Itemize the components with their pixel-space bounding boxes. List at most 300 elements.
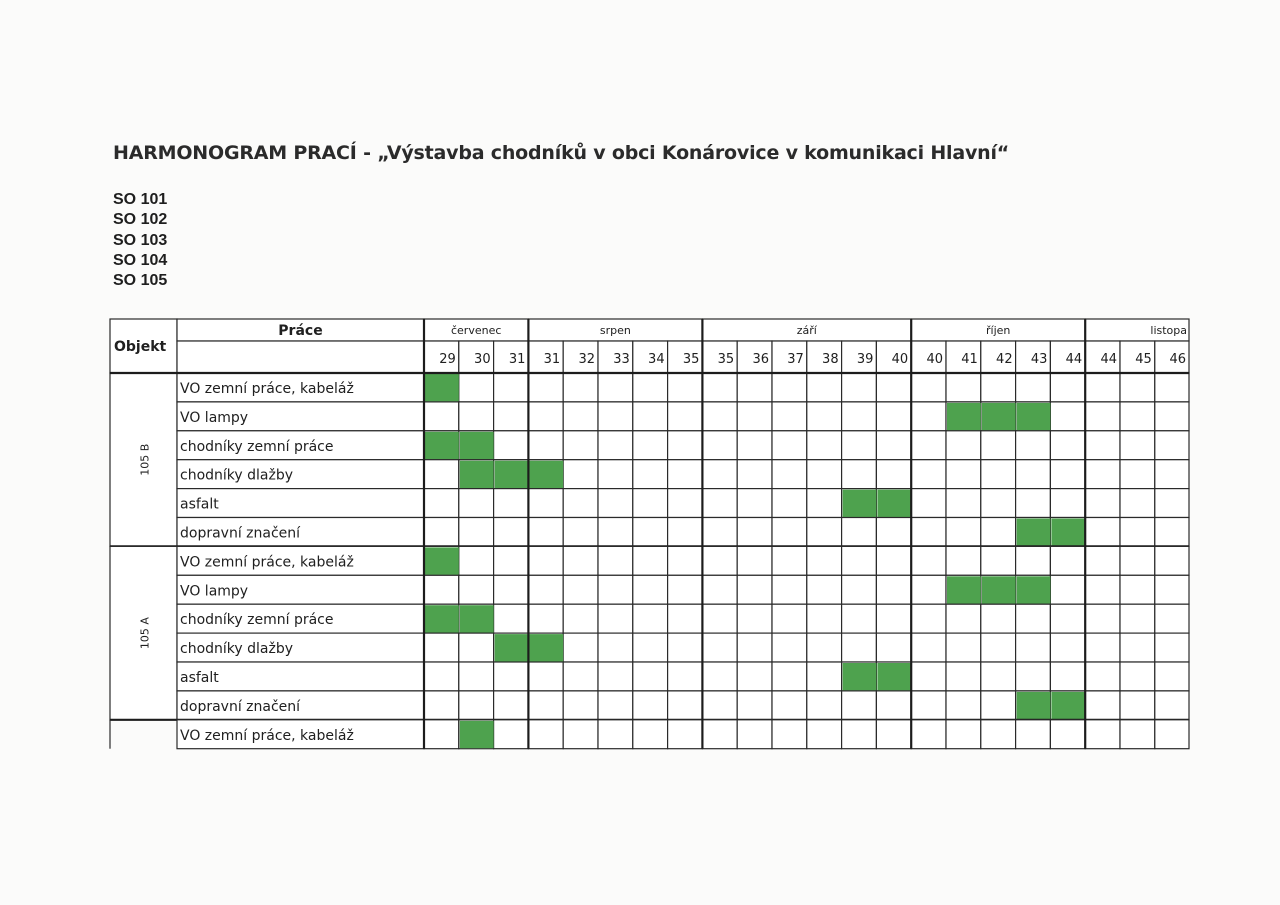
gantt-bar <box>1017 403 1051 430</box>
schedule-cell <box>702 720 737 749</box>
schedule-cell <box>876 575 911 604</box>
schedule-cell <box>668 662 703 691</box>
schedule-cell <box>702 489 737 518</box>
schedule-cell <box>737 373 772 402</box>
schedule-cell <box>668 691 703 720</box>
schedule-cell <box>1085 460 1120 489</box>
schedule-cell <box>459 691 494 720</box>
schedule-cell <box>1120 460 1155 489</box>
schedule-cell <box>1155 575 1189 604</box>
schedule-cell <box>1120 402 1155 431</box>
schedule-cell <box>1050 460 1085 489</box>
schedule-cell <box>1085 662 1120 691</box>
schedule-cell <box>772 575 807 604</box>
month-label: červenec <box>450 324 502 337</box>
task-label: chodníky dlažby <box>180 641 294 658</box>
schedule-cell <box>1120 546 1155 575</box>
schedule-cell <box>424 489 459 518</box>
schedule-cell <box>528 575 563 604</box>
gantt-bar <box>425 374 459 401</box>
schedule-cell <box>1050 604 1085 633</box>
schedule-cell <box>668 575 703 604</box>
schedule-cell <box>807 518 842 547</box>
schedule-cell <box>842 691 877 720</box>
schedule-cell <box>563 575 598 604</box>
schedule-cell <box>1120 720 1155 749</box>
gantt-bar <box>529 461 563 488</box>
schedule-cell <box>563 431 598 460</box>
schedule-cell <box>981 633 1016 662</box>
schedule-cell <box>668 489 703 518</box>
schedule-cell <box>668 373 703 402</box>
schedule-cell <box>946 691 981 720</box>
schedule-cell <box>1120 604 1155 633</box>
schedule-cell <box>911 662 946 691</box>
schedule-cell <box>424 633 459 662</box>
schedule-cell <box>842 575 877 604</box>
schedule-cell <box>807 373 842 402</box>
schedule-cell <box>668 546 703 575</box>
schedule-cell <box>772 489 807 518</box>
week-label: 42 <box>996 352 1013 367</box>
schedule-cell <box>876 604 911 633</box>
gantt-bar <box>460 721 494 748</box>
schedule-cell <box>702 633 737 662</box>
schedule-cell <box>702 691 737 720</box>
schedule-cell <box>598 633 633 662</box>
schedule-cell <box>1085 604 1120 633</box>
schedule-cell <box>911 402 946 431</box>
schedule-cell <box>459 489 494 518</box>
schedule-cell <box>1155 460 1189 489</box>
schedule-cell <box>981 546 1016 575</box>
schedule-cell <box>737 489 772 518</box>
schedule-cell <box>424 720 459 749</box>
schedule-cell <box>981 604 1016 633</box>
schedule-cell <box>876 518 911 547</box>
schedule-cell <box>737 431 772 460</box>
schedule-cell <box>1050 575 1085 604</box>
schedule-cell <box>563 460 598 489</box>
header-prace-blank-cell <box>177 341 424 373</box>
schedule-cell <box>1155 691 1189 720</box>
month-label: srpen <box>599 324 631 337</box>
month-label: říjen <box>986 324 1011 337</box>
schedule-cell <box>702 604 737 633</box>
task-label: VO lampy <box>180 409 249 426</box>
schedule-cell <box>598 402 633 431</box>
gantt-bar <box>460 432 494 459</box>
schedule-cell <box>598 575 633 604</box>
schedule-cell <box>772 402 807 431</box>
schedule-cell <box>494 518 529 547</box>
gantt-bar <box>460 605 494 632</box>
schedule-cell <box>876 460 911 489</box>
schedule-cell <box>737 604 772 633</box>
schedule-cell <box>876 720 911 749</box>
schedule-cell <box>598 720 633 749</box>
schedule-cell <box>1016 633 1051 662</box>
schedule-cell <box>1155 518 1189 547</box>
schedule-cell <box>1155 431 1189 460</box>
schedule-cell <box>528 518 563 547</box>
schedule-cell <box>1050 373 1085 402</box>
objekt-label: 105 A <box>138 617 152 650</box>
schedule-cell <box>807 662 842 691</box>
schedule-cell <box>633 431 668 460</box>
schedule-cell <box>772 373 807 402</box>
schedule-cell <box>633 633 668 662</box>
week-label: 46 <box>1169 352 1186 367</box>
schedule-cell <box>1155 720 1189 749</box>
schedule-cell <box>1120 431 1155 460</box>
schedule-cell <box>1085 575 1120 604</box>
schedule-cell <box>807 431 842 460</box>
schedule-cell <box>946 546 981 575</box>
schedule-cell <box>459 373 494 402</box>
schedule-cell <box>528 662 563 691</box>
schedule-cell <box>459 633 494 662</box>
schedule-cell <box>1155 489 1189 518</box>
schedule-cell <box>772 662 807 691</box>
schedule-cell <box>633 460 668 489</box>
schedule-cell <box>668 604 703 633</box>
schedule-cell <box>494 431 529 460</box>
gantt-bar <box>843 490 877 517</box>
schedule-cell <box>702 431 737 460</box>
schedule-cell <box>633 662 668 691</box>
schedule-cell <box>876 431 911 460</box>
schedule-cell <box>911 518 946 547</box>
schedule-cell <box>842 373 877 402</box>
so-item: SO 102 <box>113 211 168 229</box>
schedule-cell <box>737 402 772 431</box>
schedule-cell <box>1120 373 1155 402</box>
schedule-cell <box>737 720 772 749</box>
schedule-cell <box>1155 373 1189 402</box>
schedule-cell <box>563 402 598 431</box>
schedule-cell <box>668 460 703 489</box>
schedule-cell <box>563 373 598 402</box>
schedule-cell <box>563 633 598 662</box>
schedule-cell <box>981 720 1016 749</box>
task-label: VO zemní práce, kabeláž <box>180 727 354 744</box>
schedule-cell <box>1085 691 1120 720</box>
schedule-cell <box>528 546 563 575</box>
schedule-cell <box>1085 373 1120 402</box>
schedule-cell <box>842 633 877 662</box>
schedule-cell <box>1085 633 1120 662</box>
gantt-bar <box>425 432 459 459</box>
schedule-cell <box>946 489 981 518</box>
schedule-cell <box>772 691 807 720</box>
so-item: SO 101 <box>113 191 168 208</box>
schedule-cell <box>598 489 633 518</box>
schedule-cell <box>598 373 633 402</box>
schedule-cell <box>563 691 598 720</box>
schedule-cell <box>946 633 981 662</box>
schedule-cell <box>1016 373 1051 402</box>
so-item: SO 103 <box>113 231 168 249</box>
schedule-cell <box>946 662 981 691</box>
schedule-cell <box>598 431 633 460</box>
schedule-cell <box>842 460 877 489</box>
schedule-cell <box>424 691 459 720</box>
week-label: 43 <box>1030 352 1048 367</box>
schedule-cell <box>563 518 598 547</box>
task-label: asfalt <box>180 496 219 513</box>
week-label: 44 <box>1065 352 1083 367</box>
task-label: VO lampy <box>180 583 249 600</box>
schedule-cell <box>668 518 703 547</box>
schedule-cell <box>633 604 668 633</box>
schedule-cell <box>772 720 807 749</box>
gantt-bar <box>982 576 1016 603</box>
schedule-cell <box>1050 633 1085 662</box>
task-label: VO zemní práce, kabeláž <box>180 381 354 397</box>
schedule-cell <box>702 402 737 431</box>
gantt-bar <box>460 461 494 488</box>
schedule-cell <box>737 691 772 720</box>
schedule-cell <box>807 691 842 720</box>
schedule-cell <box>494 575 529 604</box>
schedule-cell <box>876 402 911 431</box>
schedule-cell <box>807 460 842 489</box>
gantt-bar <box>877 663 911 690</box>
schedule-cell <box>981 518 1016 547</box>
schedule-cell <box>459 402 494 431</box>
schedule-cell <box>528 604 563 633</box>
schedule-cell <box>1085 546 1120 575</box>
gantt-bar <box>1017 692 1051 719</box>
schedule-cell <box>1016 489 1051 518</box>
schedule-cell <box>1085 402 1120 431</box>
schedule-cell <box>946 460 981 489</box>
schedule-cell <box>737 460 772 489</box>
gantt-bar <box>1017 519 1051 546</box>
schedule-cell <box>911 691 946 720</box>
schedule-cell <box>633 373 668 402</box>
schedule-cell <box>494 489 529 518</box>
schedule-cell <box>946 431 981 460</box>
schedule-cell <box>911 546 946 575</box>
objekt-label: 105 B <box>138 443 152 476</box>
schedule-cell <box>772 518 807 547</box>
gantt-bar <box>877 490 911 517</box>
schedule-cell <box>668 431 703 460</box>
schedule-cell <box>598 604 633 633</box>
schedule-cell <box>737 575 772 604</box>
schedule-cell <box>981 662 1016 691</box>
gantt-bar <box>843 663 877 690</box>
schedule-cell <box>807 633 842 662</box>
gantt-bar <box>1017 576 1051 603</box>
schedule-cell <box>494 546 529 575</box>
week-label: 36 <box>752 352 769 367</box>
schedule-cell <box>702 518 737 547</box>
schedule-cell <box>1016 720 1051 749</box>
gantt-bar <box>425 605 459 632</box>
schedule-cell <box>1016 604 1051 633</box>
task-label: dopravní značení <box>180 525 301 542</box>
schedule-cell <box>494 373 529 402</box>
schedule-cell <box>1120 662 1155 691</box>
schedule-cell <box>1050 402 1085 431</box>
gantt-bar <box>495 461 529 488</box>
schedule-cell <box>1085 489 1120 518</box>
schedule-cell <box>1016 431 1051 460</box>
week-label: 41 <box>961 352 978 367</box>
schedule-cell <box>1085 518 1120 547</box>
schedule-cell <box>842 546 877 575</box>
schedule-cell <box>459 575 494 604</box>
schedule-cell <box>1016 546 1051 575</box>
schedule-cell <box>946 373 981 402</box>
schedule-cell <box>876 633 911 662</box>
schedule-cell <box>702 575 737 604</box>
schedule-cell <box>807 575 842 604</box>
schedule-cell <box>876 546 911 575</box>
schedule-cell <box>633 402 668 431</box>
schedule-cell <box>946 604 981 633</box>
gantt-bar <box>529 634 563 661</box>
schedule-cell <box>702 546 737 575</box>
schedule-cell <box>1016 460 1051 489</box>
schedule-cell <box>633 546 668 575</box>
schedule-cell <box>981 489 1016 518</box>
schedule-cell <box>563 720 598 749</box>
schedule-cell <box>1085 431 1120 460</box>
schedule-cell <box>981 691 1016 720</box>
schedule-cell <box>1085 720 1120 749</box>
schedule-cell <box>563 604 598 633</box>
task-label: chodníky zemní práce <box>180 612 334 629</box>
schedule-cell <box>563 489 598 518</box>
week-label: 40 <box>926 352 943 367</box>
schedule-cell <box>807 546 842 575</box>
header-prace: Práce <box>278 323 323 339</box>
schedule-cell <box>772 431 807 460</box>
month-label: listopa <box>1150 324 1187 337</box>
schedule-cell <box>1155 604 1189 633</box>
gantt-bar <box>495 634 529 661</box>
schedule-cell <box>981 431 1016 460</box>
schedule-cell <box>633 575 668 604</box>
schedule-cell <box>668 720 703 749</box>
week-label: 37 <box>787 352 804 367</box>
schedule-cell <box>1155 402 1189 431</box>
schedule-cell <box>633 720 668 749</box>
task-label: chodníky zemní práce <box>180 438 334 455</box>
schedule-cell <box>528 373 563 402</box>
schedule-cell <box>911 720 946 749</box>
schedule-cell <box>702 662 737 691</box>
schedule-cell <box>1155 633 1189 662</box>
schedule-cell <box>876 373 911 402</box>
document-title: HARMONOGRAM PRACÍ - „Výstavba chodníků v obci Konárovice v komunikaci Hlavní“ <box>113 142 1010 164</box>
schedule-cell <box>946 518 981 547</box>
gantt-bar <box>425 547 459 574</box>
header-objekt: Objekt <box>114 339 167 355</box>
schedule-cell <box>946 720 981 749</box>
schedule-cell <box>911 431 946 460</box>
schedule-cell <box>911 575 946 604</box>
schedule-cell <box>668 633 703 662</box>
schedule-cell <box>772 604 807 633</box>
schedule-cell <box>598 691 633 720</box>
schedule-cell <box>563 546 598 575</box>
schedule-cell <box>563 662 598 691</box>
schedule-cell <box>911 373 946 402</box>
week-label: 30 <box>474 352 491 367</box>
schedule-cell <box>702 460 737 489</box>
schedule-cell <box>424 575 459 604</box>
week-label: 38 <box>822 352 839 367</box>
week-label: 29 <box>439 352 456 367</box>
schedule-cell <box>598 518 633 547</box>
schedule-cell <box>842 402 877 431</box>
schedule-cell <box>842 431 877 460</box>
schedule-cell <box>737 518 772 547</box>
schedule-cell <box>494 662 529 691</box>
schedule-cell <box>807 489 842 518</box>
week-label: 31 <box>508 352 526 367</box>
schedule-cell <box>598 662 633 691</box>
week-label: 33 <box>613 352 630 367</box>
schedule-cell <box>702 373 737 402</box>
schedule-cell <box>494 402 529 431</box>
week-label: 44 <box>1100 352 1117 367</box>
so-item: SO 104 <box>113 251 168 269</box>
schedule-cell <box>494 604 529 633</box>
schedule-cell <box>1050 662 1085 691</box>
schedule-cell <box>1120 518 1155 547</box>
schedule-cell <box>1016 662 1051 691</box>
schedule-cell <box>494 691 529 720</box>
schedule-cell <box>528 402 563 431</box>
schedule-cell <box>911 460 946 489</box>
schedule-cell <box>807 604 842 633</box>
gantt-bar <box>947 576 981 603</box>
schedule-cell <box>1155 546 1189 575</box>
schedule-cell <box>1050 720 1085 749</box>
schedule-cell <box>772 460 807 489</box>
schedule-cell <box>1120 633 1155 662</box>
schedule-cell <box>1050 489 1085 518</box>
week-label: 32 <box>578 352 595 367</box>
gantt-bar <box>982 403 1016 430</box>
so-item: SO 105 <box>113 272 168 290</box>
week-label: 39 <box>856 352 874 367</box>
week-label: 34 <box>648 352 665 367</box>
schedule-cell <box>598 460 633 489</box>
week-label: 35 <box>717 352 735 367</box>
schedule-cell <box>424 518 459 547</box>
schedule-cell <box>528 720 563 749</box>
schedule-cell <box>633 489 668 518</box>
schedule-cell <box>737 662 772 691</box>
schedule-cell <box>1050 546 1085 575</box>
schedule-cell <box>1155 662 1189 691</box>
schedule-cell <box>1120 691 1155 720</box>
schedule-cell <box>528 691 563 720</box>
week-label: 40 <box>891 352 909 367</box>
schedule-cell <box>1120 489 1155 518</box>
schedule-cell <box>772 633 807 662</box>
gantt-bar <box>947 403 981 430</box>
week-label: 45 <box>1135 352 1152 367</box>
schedule-cell <box>528 489 563 518</box>
